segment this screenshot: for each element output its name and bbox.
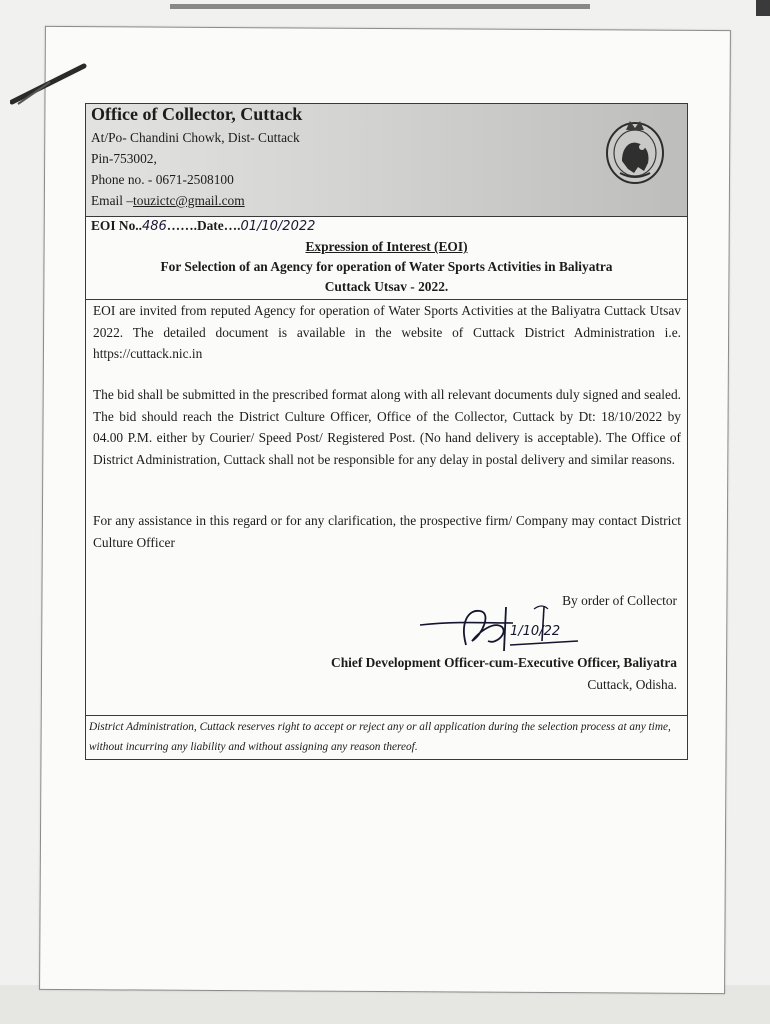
officer-designation: Chief Development Officer-cum-Executive Officer, Baliyatra [331,655,677,670]
date-label: Date…. [196,218,241,233]
officer-place: Cuttack, Odisha. [587,677,677,692]
scan-artifact-corner [756,0,770,16]
eoi-date: 01/10/2022 [240,219,316,234]
eoi-reference-line [91,218,315,234]
body-paragraph-1: EOI are invited from reputed Agency for operation of Water Sports Activities at the Baliyatra Cuttack Utsav 2022. The detailed document is available in the website of Cuttack District Administration i.e. https://cuttack.nic.in [93,303,681,361]
scan-artifact-top [170,4,590,9]
subject-line-3: Cuttack Utsav - 2022. [324,279,449,294]
email-link[interactable]: touzictc@gmail.com [133,193,245,208]
pen-clip-mark [10,60,88,108]
office-email [91,193,245,209]
eoi-label: EOI No.. [91,218,142,233]
subject-title: Expression of Interest (EOI) [305,239,468,254]
subject-line-2: For Selection of an Agency for operation of Water Sports Activities in Baliyatra [160,259,613,274]
office-phone: Phone no. - 0671-2508100 [91,172,234,187]
eoi-number: 486 [141,219,167,234]
body-paragraph-3: For any assistance in this regard or for any clarification, the prospective firm/ Company may contact District Culture Officer [93,513,681,550]
eoi-dots: ……. [166,218,197,233]
footer-disclaimer: District Administration, Cuttack reserves right to accept or reject any or all application during the selection process at any time, without incurring any liability and without assigning any reason thereof. [89,721,671,753]
body-paragraph-2: The bid shall be submitted in the prescribed format along with all relevant documents duly signed and sealed. The bid should reach the District Culture Officer, Office of the Collector, Cuttack by Dt: 18/10/2022 by 04.00 P.M. either by Courier/ Speed Post/ Registered Post. (No hand delivery is acceptable). The Office of District Administration, Cuttack shall not be responsible for any delay in postal delivery and similar reasons. [93,387,681,467]
email-label: Email – [91,193,134,208]
signature-date: 1/10/22 [510,624,561,639]
footer-divider [86,715,687,716]
officer-signature [418,601,588,659]
office-title: Office of Collector, Cuttack [91,104,303,124]
by-order-line: By order of Collector [562,593,677,608]
office-address: At/Po- Chandini Chowk, Dist- Cuttack [91,130,300,145]
letterhead [86,104,687,217]
state-emblem-icon [604,115,666,187]
subject-block [86,237,687,297]
office-pin: Pin-753002, [91,151,157,166]
notice-frame [85,103,688,760]
